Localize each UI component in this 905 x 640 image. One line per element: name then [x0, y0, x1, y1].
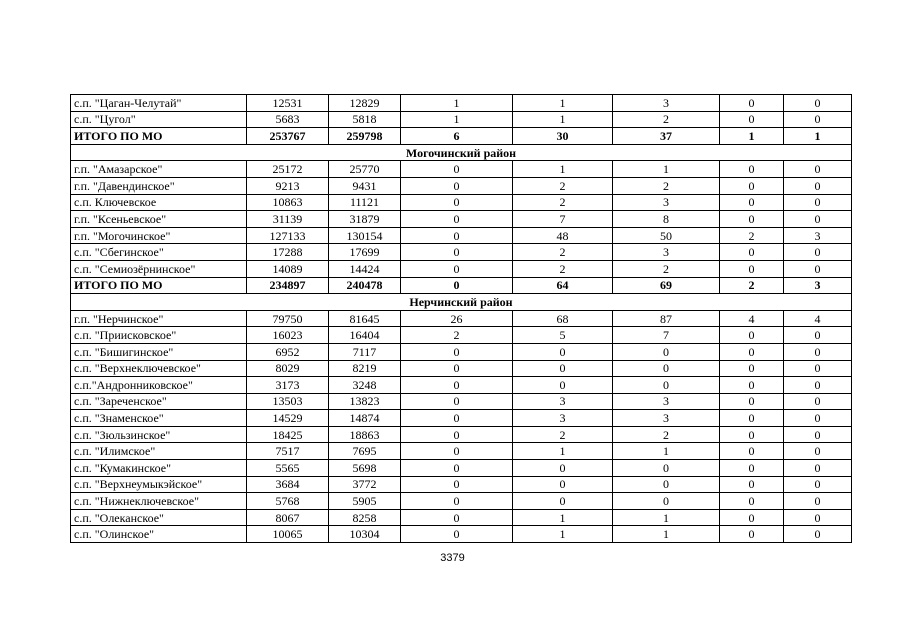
- value-cell: 0: [513, 460, 613, 477]
- settlement-name-cell: г.п. "Нерчинское": [71, 310, 247, 327]
- table-row: [71, 227, 852, 244]
- value-cell: 50: [613, 227, 720, 244]
- value-cell: 0: [720, 476, 784, 493]
- value-cell: 1: [513, 526, 613, 543]
- value-cell: 2: [513, 426, 613, 443]
- table-row: [71, 161, 852, 178]
- value-cell: 3: [613, 393, 720, 410]
- value-cell: 2: [613, 426, 720, 443]
- value-cell: 17699: [329, 244, 401, 261]
- value-cell: 14424: [329, 260, 401, 277]
- value-cell: 12531: [247, 95, 329, 112]
- value-cell: 0: [401, 161, 513, 178]
- value-cell: 3: [784, 277, 852, 294]
- value-cell: 0: [784, 260, 852, 277]
- value-cell: 0: [720, 211, 784, 228]
- value-cell: 0: [784, 327, 852, 344]
- table-row: [71, 327, 852, 344]
- value-cell: 30: [513, 128, 613, 145]
- value-cell: 0: [720, 426, 784, 443]
- district-title: Нерчинский район: [71, 294, 852, 311]
- table-row: [71, 509, 852, 526]
- value-cell: 0: [401, 443, 513, 460]
- value-cell: 48: [513, 227, 613, 244]
- value-cell: 1: [513, 95, 613, 112]
- value-cell: 1: [613, 443, 720, 460]
- value-cell: 0: [784, 95, 852, 112]
- value-cell: 0: [401, 244, 513, 261]
- value-cell: 1: [720, 128, 784, 145]
- settlement-name-cell: с.п. "Илимское": [71, 443, 247, 460]
- settlement-name-cell: ИТОГО ПО МО: [71, 277, 247, 294]
- value-cell: 0: [720, 327, 784, 344]
- settlement-name-cell: г.п. "Давендинское": [71, 177, 247, 194]
- value-cell: 0: [401, 260, 513, 277]
- value-cell: 1: [613, 509, 720, 526]
- value-cell: 31879: [329, 211, 401, 228]
- value-cell: 18863: [329, 426, 401, 443]
- value-cell: 234897: [247, 277, 329, 294]
- value-cell: 0: [784, 509, 852, 526]
- settlement-name-cell: с.п. "Знаменское": [71, 410, 247, 427]
- value-cell: 1: [613, 526, 720, 543]
- settlement-name-cell: г.п. "Могочинское": [71, 227, 247, 244]
- value-cell: 0: [784, 476, 852, 493]
- value-cell: 5683: [247, 111, 329, 128]
- value-cell: 0: [784, 426, 852, 443]
- value-cell: 127133: [247, 227, 329, 244]
- value-cell: 1: [784, 128, 852, 145]
- settlement-name-cell: с.п. "Зареченское": [71, 393, 247, 410]
- value-cell: 0: [401, 360, 513, 377]
- value-cell: 3173: [247, 377, 329, 394]
- value-cell: 0: [720, 393, 784, 410]
- value-cell: 3248: [329, 377, 401, 394]
- table-row: [71, 194, 852, 211]
- value-cell: 0: [401, 177, 513, 194]
- value-cell: 4: [720, 310, 784, 327]
- value-cell: 0: [401, 377, 513, 394]
- value-cell: 14089: [247, 260, 329, 277]
- value-cell: 0: [784, 360, 852, 377]
- value-cell: 0: [401, 493, 513, 510]
- value-cell: 0: [513, 343, 613, 360]
- value-cell: 0: [720, 111, 784, 128]
- value-cell: 8029: [247, 360, 329, 377]
- value-cell: 240478: [329, 277, 401, 294]
- value-cell: 0: [784, 194, 852, 211]
- value-cell: 0: [401, 393, 513, 410]
- table-row: [71, 310, 852, 327]
- table-row: [71, 526, 852, 543]
- value-cell: 0: [401, 277, 513, 294]
- value-cell: 6: [401, 128, 513, 145]
- settlement-name-cell: с.п. "Цаган-Челутай": [71, 95, 247, 112]
- settlement-name-cell: с.п. "Верхнеключевское": [71, 360, 247, 377]
- value-cell: 14874: [329, 410, 401, 427]
- value-cell: 1: [401, 95, 513, 112]
- value-cell: 9431: [329, 177, 401, 194]
- settlement-name-cell: с.п. "Зюльзинское": [71, 426, 247, 443]
- value-cell: 0: [720, 526, 784, 543]
- value-cell: 0: [784, 244, 852, 261]
- value-cell: 81645: [329, 310, 401, 327]
- district-header-row: [71, 144, 852, 161]
- value-cell: 1: [513, 509, 613, 526]
- value-cell: 253767: [247, 128, 329, 145]
- value-cell: 0: [401, 509, 513, 526]
- value-cell: 0: [720, 509, 784, 526]
- value-cell: 13823: [329, 393, 401, 410]
- table-row: [71, 360, 852, 377]
- value-cell: 5: [513, 327, 613, 344]
- value-cell: 68: [513, 310, 613, 327]
- value-cell: 0: [720, 177, 784, 194]
- value-cell: 3: [784, 227, 852, 244]
- value-cell: 8067: [247, 509, 329, 526]
- value-cell: 87: [613, 310, 720, 327]
- value-cell: 10863: [247, 194, 329, 211]
- table-row: [71, 410, 852, 427]
- value-cell: 37: [613, 128, 720, 145]
- value-cell: 0: [401, 460, 513, 477]
- settlement-name-cell: с.п. "Верхнеумыкэйское": [71, 476, 247, 493]
- settlement-name-cell: с.п. "Сбегинское": [71, 244, 247, 261]
- value-cell: 0: [513, 476, 613, 493]
- settlement-name-cell: ИТОГО ПО МО: [71, 128, 247, 145]
- value-cell: 9213: [247, 177, 329, 194]
- table-row: [71, 260, 852, 277]
- value-cell: 5905: [329, 493, 401, 510]
- total-row: [71, 128, 852, 145]
- value-cell: 0: [613, 476, 720, 493]
- value-cell: 5768: [247, 493, 329, 510]
- value-cell: 0: [784, 211, 852, 228]
- value-cell: 3: [513, 393, 613, 410]
- value-cell: 11121: [329, 194, 401, 211]
- value-cell: 2: [613, 260, 720, 277]
- district-title: Могочинский район: [71, 144, 852, 161]
- total-row: [71, 277, 852, 294]
- settlement-name-cell: с.п. "Приисковское": [71, 327, 247, 344]
- value-cell: 16023: [247, 327, 329, 344]
- value-cell: 25172: [247, 161, 329, 178]
- value-cell: 0: [784, 111, 852, 128]
- table-row: [71, 211, 852, 228]
- settlement-name-cell: с.п. "Цугол": [71, 111, 247, 128]
- value-cell: 0: [784, 460, 852, 477]
- table-row: [71, 426, 852, 443]
- value-cell: 8: [613, 211, 720, 228]
- value-cell: 2: [401, 327, 513, 344]
- value-cell: 0: [513, 493, 613, 510]
- value-cell: 0: [784, 377, 852, 394]
- value-cell: 3: [613, 244, 720, 261]
- value-cell: 0: [613, 493, 720, 510]
- value-cell: 2: [720, 227, 784, 244]
- value-cell: 0: [720, 260, 784, 277]
- value-cell: 1: [613, 161, 720, 178]
- value-cell: 0: [720, 460, 784, 477]
- value-cell: 2: [613, 177, 720, 194]
- value-cell: 0: [784, 161, 852, 178]
- value-cell: 2: [613, 111, 720, 128]
- value-cell: 0: [784, 526, 852, 543]
- page-number: 3379: [440, 552, 465, 564]
- value-cell: 1: [513, 443, 613, 460]
- value-cell: 3: [613, 410, 720, 427]
- value-cell: 0: [784, 177, 852, 194]
- settlement-name-cell: с.п. "Семиозёрнинское": [71, 260, 247, 277]
- table-row: [71, 493, 852, 510]
- value-cell: 79750: [247, 310, 329, 327]
- value-cell: 25770: [329, 161, 401, 178]
- value-cell: 0: [513, 360, 613, 377]
- value-cell: 1: [513, 111, 613, 128]
- value-cell: 5698: [329, 460, 401, 477]
- value-cell: 130154: [329, 227, 401, 244]
- table-row: [71, 443, 852, 460]
- value-cell: 259798: [329, 128, 401, 145]
- value-cell: 0: [784, 443, 852, 460]
- value-cell: 3684: [247, 476, 329, 493]
- value-cell: 8258: [329, 509, 401, 526]
- value-cell: 3: [613, 194, 720, 211]
- value-cell: 1: [513, 161, 613, 178]
- value-cell: 0: [513, 377, 613, 394]
- settlement-name-cell: с.п. "Кумакинское": [71, 460, 247, 477]
- value-cell: 1: [401, 111, 513, 128]
- value-cell: 2: [513, 177, 613, 194]
- table-row: [71, 177, 852, 194]
- value-cell: 26: [401, 310, 513, 327]
- table-row: [71, 393, 852, 410]
- value-cell: 7695: [329, 443, 401, 460]
- settlement-name-cell: г.п. "Амазарское": [71, 161, 247, 178]
- value-cell: 7: [613, 327, 720, 344]
- value-cell: 0: [720, 95, 784, 112]
- value-cell: 3772: [329, 476, 401, 493]
- value-cell: 0: [720, 161, 784, 178]
- settlement-name-cell: с.п. Ключевское: [71, 194, 247, 211]
- settlement-name-cell: г.п. "Ксеньевское": [71, 211, 247, 228]
- value-cell: 0: [401, 476, 513, 493]
- value-cell: 0: [613, 343, 720, 360]
- value-cell: 3: [513, 410, 613, 427]
- value-cell: 4: [784, 310, 852, 327]
- value-cell: 7517: [247, 443, 329, 460]
- settlement-name-cell: с.п. "Бишигинское": [71, 343, 247, 360]
- table-row: [71, 95, 852, 112]
- value-cell: 0: [720, 194, 784, 211]
- value-cell: 8219: [329, 360, 401, 377]
- table-body: [71, 95, 852, 543]
- value-cell: 0: [720, 244, 784, 261]
- value-cell: 2: [513, 244, 613, 261]
- value-cell: 12829: [329, 95, 401, 112]
- table-row: [71, 460, 852, 477]
- settlement-name-cell: с.п."Андронниковское": [71, 377, 247, 394]
- value-cell: 0: [401, 343, 513, 360]
- municipality-table: [70, 94, 852, 543]
- value-cell: 0: [401, 526, 513, 543]
- value-cell: 0: [613, 377, 720, 394]
- value-cell: 7117: [329, 343, 401, 360]
- value-cell: 5818: [329, 111, 401, 128]
- value-cell: 0: [784, 493, 852, 510]
- value-cell: 3: [613, 95, 720, 112]
- value-cell: 0: [720, 410, 784, 427]
- value-cell: 13503: [247, 393, 329, 410]
- value-cell: 31139: [247, 211, 329, 228]
- value-cell: 0: [720, 343, 784, 360]
- value-cell: 0: [401, 227, 513, 244]
- value-cell: 7: [513, 211, 613, 228]
- settlement-name-cell: с.п. "Олинское": [71, 526, 247, 543]
- value-cell: 0: [720, 377, 784, 394]
- value-cell: 0: [613, 360, 720, 377]
- value-cell: 0: [784, 393, 852, 410]
- value-cell: 0: [784, 343, 852, 360]
- value-cell: 17288: [247, 244, 329, 261]
- table-row: [71, 476, 852, 493]
- value-cell: 0: [784, 410, 852, 427]
- value-cell: 16404: [329, 327, 401, 344]
- table-row: [71, 244, 852, 261]
- settlement-name-cell: с.п. "Нижнеключевское": [71, 493, 247, 510]
- value-cell: 5565: [247, 460, 329, 477]
- value-cell: 0: [720, 493, 784, 510]
- value-cell: 0: [720, 443, 784, 460]
- value-cell: 10304: [329, 526, 401, 543]
- value-cell: 2: [513, 260, 613, 277]
- value-cell: 69: [613, 277, 720, 294]
- value-cell: 0: [401, 426, 513, 443]
- settlement-name-cell: с.п. "Олеканское": [71, 509, 247, 526]
- district-header-row: [71, 294, 852, 311]
- value-cell: 0: [613, 460, 720, 477]
- value-cell: 0: [401, 211, 513, 228]
- value-cell: 6952: [247, 343, 329, 360]
- value-cell: 0: [720, 360, 784, 377]
- table-row: [71, 111, 852, 128]
- table-row: [71, 377, 852, 394]
- value-cell: 10065: [247, 526, 329, 543]
- value-cell: 14529: [247, 410, 329, 427]
- value-cell: 2: [720, 277, 784, 294]
- value-cell: 0: [401, 410, 513, 427]
- value-cell: 64: [513, 277, 613, 294]
- value-cell: 18425: [247, 426, 329, 443]
- table-row: [71, 343, 852, 360]
- value-cell: 2: [513, 194, 613, 211]
- value-cell: 0: [401, 194, 513, 211]
